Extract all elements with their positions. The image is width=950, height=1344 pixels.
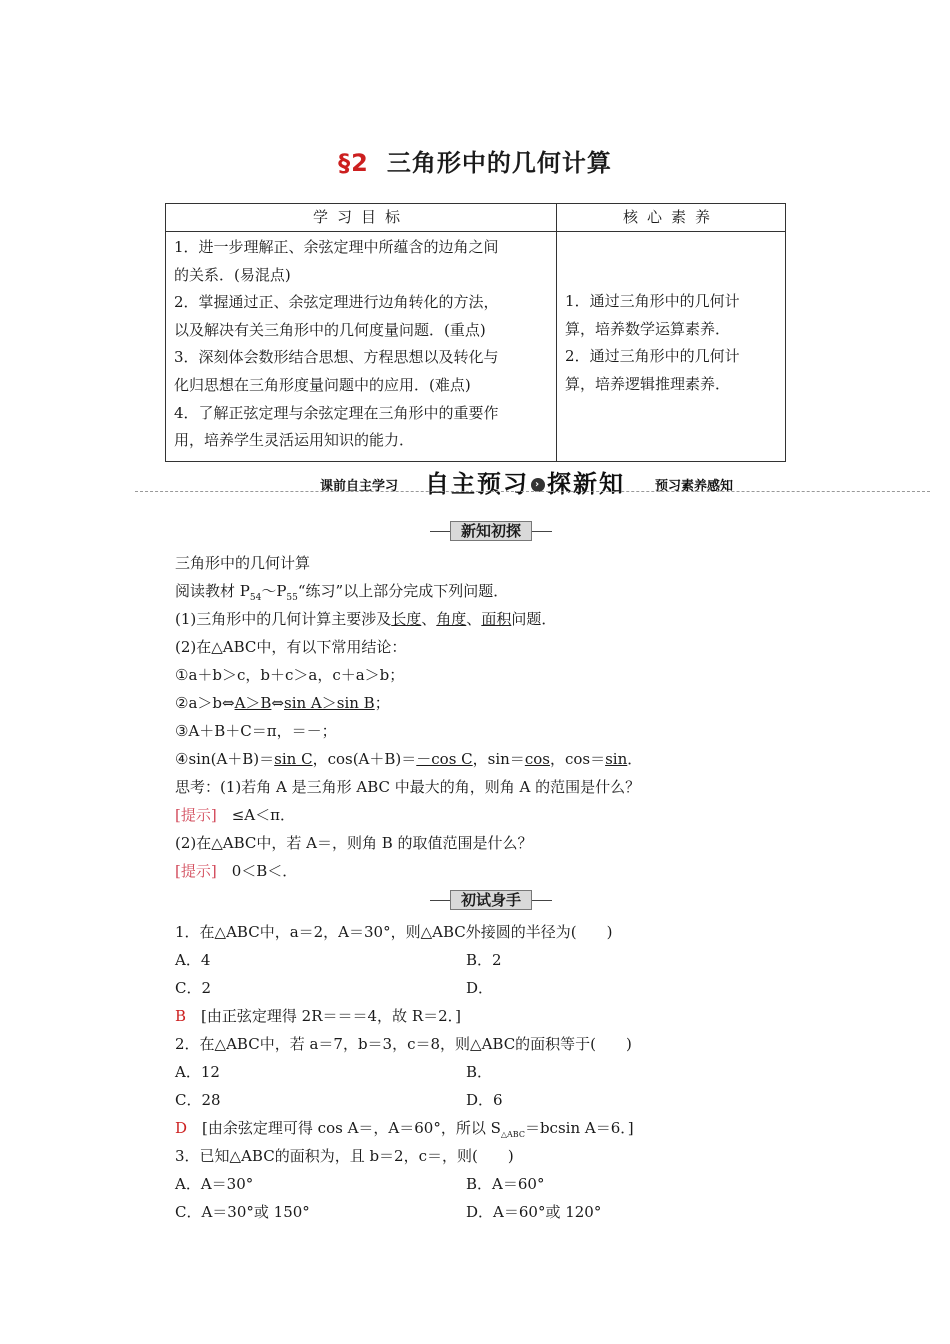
learning-goals-cell	[166, 232, 556, 461]
arrow-circle-icon: ›	[531, 478, 545, 492]
question-stem: 3．已知△ABC的面积为，且 b＝2，c＝，则( )	[175, 1147, 514, 1165]
header-learning-goals: 学习目标	[166, 204, 557, 232]
option: C．28	[175, 1091, 221, 1109]
answer-letter: B	[175, 1007, 187, 1025]
page-title	[0, 143, 950, 178]
hint-label: [提示]	[175, 862, 217, 880]
text-line: [提示] 0＜B＜．	[175, 862, 298, 880]
text-line: 三角形中的几何计算	[175, 554, 311, 572]
tag-label: 新知初探	[450, 521, 532, 541]
goal-line: 4．了解正弦定理与余弦定理在三角形中的重要作	[174, 403, 499, 422]
text-line: (1)三角形中的几何计算主要涉及长度、角度、面积问题．	[175, 610, 557, 628]
option: D．	[466, 979, 494, 997]
banner-right-label: 预习素养感知	[655, 479, 734, 494]
literacy-line: 算，培养逻辑推理素养．	[565, 374, 731, 393]
goal-line: 以及解决有关三角形中的几何度量问题．(重点)	[174, 320, 486, 339]
banner-title-b: 探新知	[547, 470, 625, 498]
option: B．	[466, 1063, 493, 1081]
goal-line: 1．进一步理解正、余弦定理中所蕴含的边角之间	[174, 238, 499, 256]
text-line: 阅读教材 $P_{54}\sim P_{55}“$练习”以上部分完成下列问题．	[175, 582, 509, 603]
banner-left-label: 课前自主学习	[320, 479, 399, 494]
text-line: (2)在△ABC中，有以下常用结论：	[175, 638, 407, 656]
header-core-literacy: 核心素养	[557, 204, 786, 232]
literacy-line: 算，培养数学运算素养．	[565, 319, 731, 338]
answer-line: D [由余弦定理可得 cos A＝，A＝60°，所以 $S_{\triangle ABC}=bcsin$ A＝6．]	[175, 1119, 634, 1139]
banner-title	[425, 464, 625, 499]
option: D．A＝60°或 120°	[466, 1203, 602, 1221]
literacy-line: 1．通过三角形中的几何计	[565, 292, 740, 310]
section-number: §2	[338, 149, 369, 177]
dashed-divider	[135, 491, 930, 492]
option: D．6	[466, 1091, 503, 1109]
goal-line: 用，培养学生灵活运用知识的能力．	[174, 431, 415, 450]
option: B．A＝60°	[466, 1175, 545, 1193]
text-line: (2)在△ABC中，若 A＝，则角 B 的取值范围是什么？	[175, 834, 533, 852]
core-literacy-cell	[557, 232, 785, 398]
text-line: 思考：(1)若角 A 是三角形 ABC 中最大的角，则角 A 的范围是什么？	[175, 778, 641, 796]
literacy-line: 2．通过三角形中的几何计	[565, 347, 740, 366]
text-line: [提示] ≤A＜π．	[175, 806, 295, 824]
answer-line: B [由正弦定理得 2R＝＝＝4，故 R＝2．]	[175, 1007, 462, 1025]
answer-letter: D	[175, 1119, 188, 1137]
text-line: ①a＋b＞c，b＋c＞a，c＋a＞b；	[175, 666, 405, 684]
banner-title-a: 自主预习	[425, 470, 529, 498]
option: A．4	[175, 951, 211, 969]
text-line: ③A＋B＋C＝π，＝－；	[175, 722, 337, 740]
title-text: 三角形中的几何计算	[386, 149, 612, 177]
text-line: ②a＞b⇔A＞B⇔sin A＞sin B；	[175, 694, 390, 712]
question-stem: 1．在△ABC中，a＝2，A＝30°，则△ABC外接圆的半径为( )	[175, 923, 613, 941]
option: A．12	[175, 1063, 220, 1081]
goal-line: 2．掌握通过正、余弦定理进行边角转化的方法，	[174, 293, 499, 312]
goals-table	[165, 203, 786, 462]
goal-line: 3．深刻体会数形结合思想、方程思想以及转化与	[174, 348, 499, 367]
tag-label: 初试身手	[450, 890, 532, 910]
goal-line: 的关系．(易混点)	[174, 265, 291, 284]
option: C．2	[175, 979, 212, 997]
hint-label: [提示]	[175, 806, 217, 824]
option: C．A＝30°或 150°	[175, 1203, 310, 1221]
text-line: ④sin(A＋B)＝sin C，cos(A＋B)＝－cos C，sin＝cos，cos＝sin．	[175, 750, 643, 768]
tag-try	[430, 890, 552, 910]
option: A．A＝30°	[175, 1175, 254, 1193]
goal-line: 化归思想在三角形度量问题中的应用．(难点)	[174, 375, 471, 394]
question-stem: 2．在△ABC中，若 a＝7，b＝3，c＝8，则△ABC的面积等于( )	[175, 1035, 632, 1053]
option: B．2	[466, 951, 502, 969]
tag-new-knowledge	[430, 521, 552, 541]
